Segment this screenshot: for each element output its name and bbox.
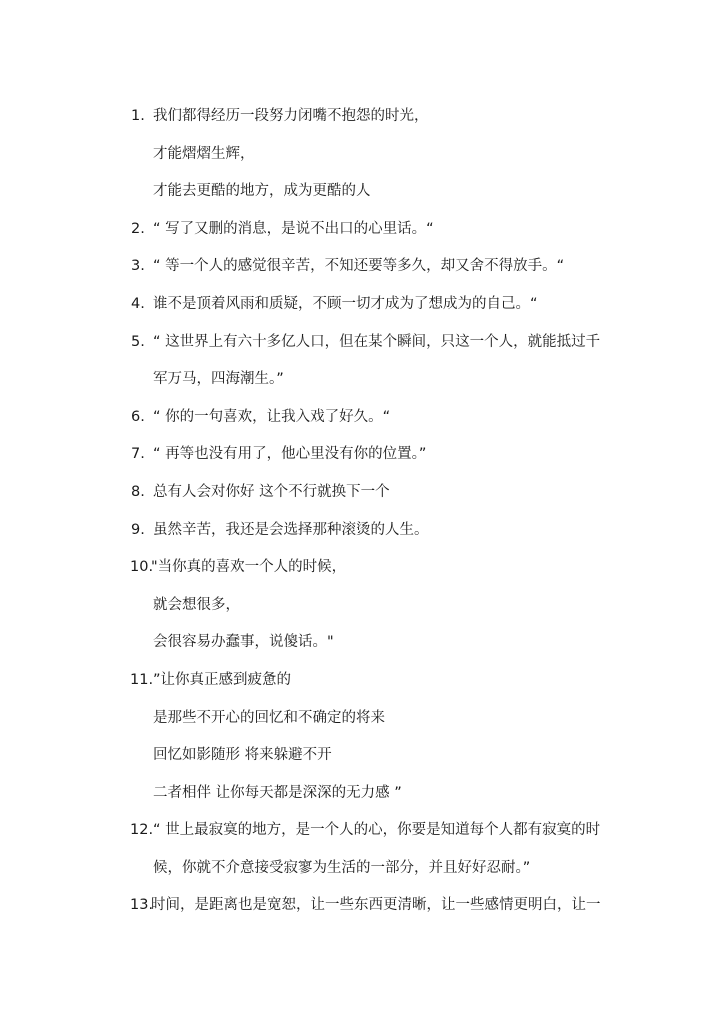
list-item — [0, 254, 724, 292]
list-item-text: 虽然辛苦，我还是会选择那种滚烫的人生。 — [153, 521, 429, 538]
list-item-number: 11. — [130, 671, 154, 688]
list-item-number: 9. — [131, 521, 145, 538]
list-item-text: “ 这世界上有六十多亿人口，但在某个瞬间，只这一个人，就能抵过千 — [153, 333, 601, 350]
list-item — [0, 217, 724, 255]
list-item-text: 就会想很多， — [153, 596, 240, 613]
list-item — [0, 893, 724, 931]
list-item-continuation — [0, 856, 724, 894]
list-item-text: 才能熠熠生辉， — [153, 145, 255, 162]
list-item-continuation — [0, 593, 724, 631]
list-item-text: ”让你真正感到疲惫的 — [153, 671, 292, 688]
list-item — [0, 104, 724, 142]
list-item-number: 4. — [131, 295, 145, 312]
list-item-text: 总有人会对你好 这个不行就换下一个 — [153, 483, 390, 500]
list-item-number: 1. — [131, 108, 145, 124]
list-item-number: 2. — [131, 220, 145, 237]
list-item-text: 候，你就不介意接受寂寥为生活的一部分，并且好好忍耐。” — [153, 859, 531, 876]
list-item-text: 谁不是顶着风雨和质疑，不顾一切才成为了想成为的自己。“ — [153, 295, 538, 312]
list-item-text: 会很容易办蠢事，说傻话。" — [153, 634, 334, 651]
list-item-number: 13. — [130, 897, 154, 914]
list-item-text: 时间，是距离也是宽恕，让一些东西更清晰，让一些感情更明白，让一 — [151, 897, 601, 914]
list-item — [0, 518, 724, 556]
list-item — [0, 555, 724, 593]
list-item — [0, 330, 724, 368]
list-item-number: 6. — [131, 408, 145, 425]
list-item — [0, 292, 724, 330]
numbered-quote-list — [0, 104, 724, 931]
list-item-number: 7. — [131, 446, 145, 463]
list-item — [0, 442, 724, 480]
list-item-text: "当你真的喜欢一个人的时候， — [151, 559, 347, 576]
list-item-continuation — [0, 706, 724, 744]
list-item-text: 回忆如影随形 将来躲避不开 — [153, 747, 332, 764]
list-item — [0, 480, 724, 518]
list-item-text: “ 再等也没有用了，他心里没有你的位置。” — [153, 446, 427, 463]
list-item — [0, 405, 724, 443]
list-item-text: 是那些不开心的回忆和不确定的将来 — [153, 709, 385, 726]
list-item-text: 军万马，四海潮生。” — [153, 371, 284, 388]
list-item-continuation — [0, 630, 724, 668]
list-item-continuation — [0, 743, 724, 781]
list-item-continuation — [0, 142, 724, 180]
list-item — [0, 668, 724, 706]
list-item-number: 8. — [131, 483, 145, 500]
list-item-continuation — [0, 781, 724, 819]
list-item-text: 才能去更酷的地方，成为更酷的人 — [153, 183, 371, 200]
list-item-text: 二者相伴 让你每天都是深深的无力感 ” — [153, 784, 402, 801]
list-item — [0, 818, 724, 856]
list-item-number: 5. — [131, 333, 145, 350]
list-item-continuation — [0, 179, 724, 217]
list-item-number: 3. — [131, 258, 145, 275]
list-item-text: “ 写了又删的消息，是说不出口的心里话。“ — [153, 220, 434, 237]
list-item-continuation — [0, 367, 724, 405]
list-item-number: 10. — [130, 559, 154, 576]
list-item-text: “ 世上最寂寞的地方，是一个人的心，你要是知道每个人都有寂寞的时 — [153, 822, 601, 839]
list-item-text: 我们都得经历一段努力闭嘴不抱怨的时光， — [153, 108, 429, 124]
list-item-text: “ 等一个人的感觉很辛苦，不知还要等多久，却又舍不得放手。“ — [153, 258, 565, 275]
list-item-number: 12. — [130, 822, 154, 839]
list-item-text: “ 你的一句喜欢，让我入戏了好久。“ — [153, 408, 391, 425]
